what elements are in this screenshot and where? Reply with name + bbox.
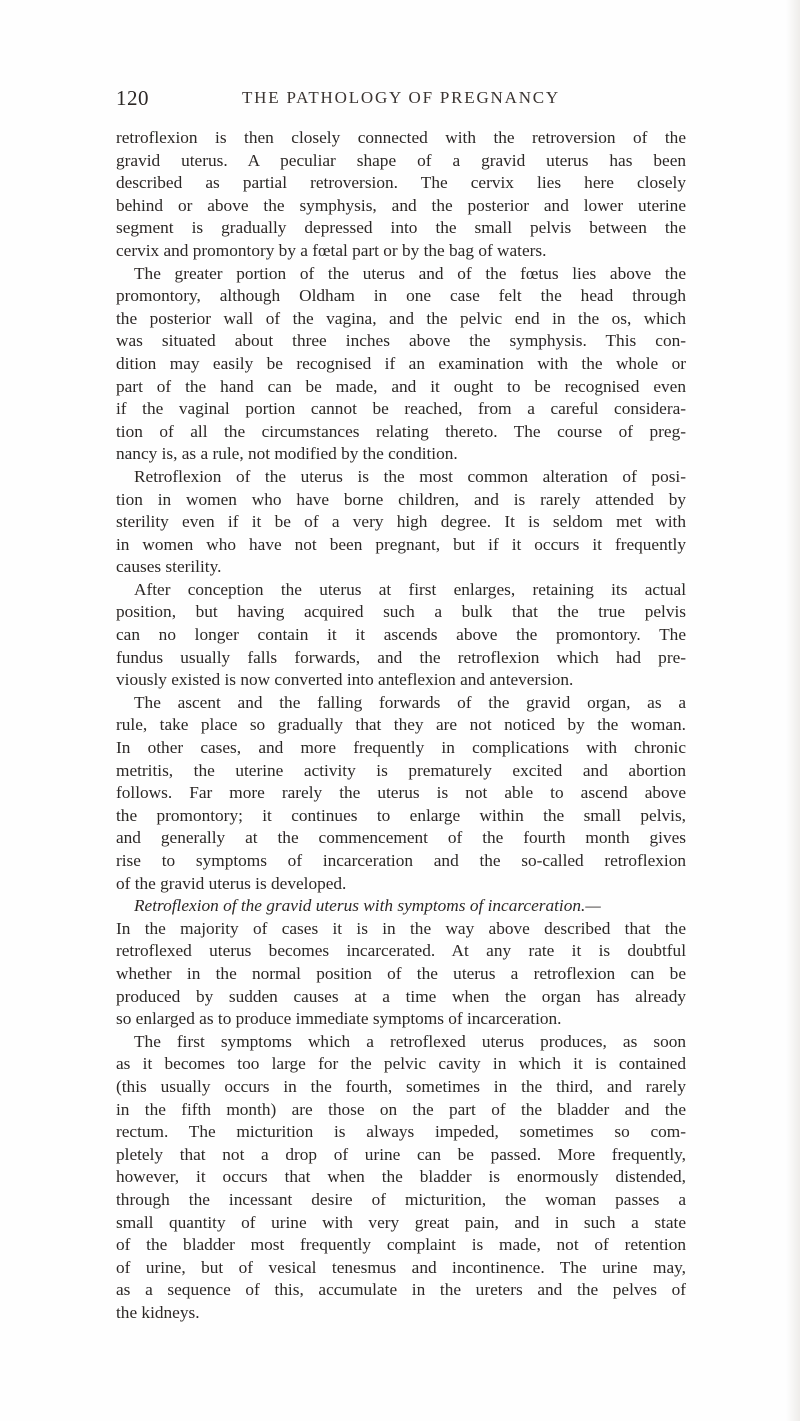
text-line: The greater portion of the uterus and of the fœtus lies above the — [134, 263, 686, 283]
text-line: The ascent and the falling forwards of the gravid organ, as a — [134, 692, 686, 712]
text-line: as a sequence of this, accumulate in the ureters and the pelves of — [116, 1280, 686, 1300]
text-line: of the gravid uterus is developed. — [116, 873, 347, 893]
text-line: retroflexed uterus becomes incarcerated. At any rate it is doubtful — [116, 941, 686, 961]
text-line: the posterior wall of the vagina, and the pelvic end in the os, which — [116, 308, 686, 328]
text-line: viously existed is now converted into anteflexion and anteversion. — [116, 670, 574, 690]
text-line: Retroflexion of the gravid uterus with symptoms of incarceration.— — [134, 896, 601, 916]
text-line: in women who have not been pregnant, but if it occurs it frequently — [116, 534, 686, 554]
text-line: small quantity of urine with very great pain, and in such a state — [116, 1212, 686, 1232]
text-line: nancy is, as a rule, not modified by the condition. — [116, 444, 458, 464]
text-line: can no longer contain it it ascends above the promontory. The — [116, 625, 686, 645]
text-line: part of the hand can be made, and it ought to be recognised even — [116, 376, 686, 396]
running-header — [116, 86, 686, 116]
text-line: segment is gradually depressed into the small pelvis between the — [116, 218, 686, 238]
text-line: rectum. The micturition is always impeded, sometimes so com- — [116, 1122, 686, 1142]
text-line: the kidneys. — [116, 1302, 200, 1322]
text-line: behind or above the symphysis, and the posterior and lower uterine — [116, 195, 686, 215]
text-line: so enlarged as to produce immediate symptoms of incarceration. — [116, 1009, 562, 1029]
page-number: 120 — [116, 86, 149, 110]
text-line: gravid uterus. A peculiar shape of a gravid uterus has been — [116, 150, 686, 170]
text-line: whether in the normal position of the uterus a retroflexion can be — [116, 963, 686, 983]
text-line: through the incessant desire of micturition, the woman passes a — [116, 1189, 686, 1209]
text-line: was situated about three inches above the symphysis. This con- — [116, 331, 686, 351]
text-line: the promontory; it continues to enlarge within the small pelvis, — [116, 805, 686, 825]
text-line: rule, take place so gradually that they are not noticed by the woman. — [116, 715, 686, 735]
text-line: promontory, although Oldham in one case felt the head through — [116, 286, 686, 306]
text-line: sterility even if it be of a very high degree. It is seldom met with — [116, 512, 686, 532]
text-line: dition may easily be recognised if an examination with the whole or — [116, 353, 686, 373]
text-line: tion in women who have borne children, and is rarely attended by — [116, 489, 686, 509]
text-line: retroflexion is then closely connected with the retroversion of the — [116, 128, 686, 147]
text-line: position, but having acquired such a bulk that the true pelvis — [116, 602, 686, 622]
text-line: of urine, but of vesical tenesmus and incontinence. The urine may, — [116, 1257, 686, 1277]
text-line: Retroflexion of the uterus is the most common alteration of posi- — [134, 466, 686, 486]
text-line: pletely that not a drop of urine can be passed. More frequently, — [116, 1144, 686, 1164]
text-line: however, it occurs that when the bladder is enormously distended, — [116, 1167, 686, 1187]
text-line: tion of all the circumstances relating thereto. The course of preg- — [116, 421, 686, 441]
text-line: (this usually occurs in the fourth, sometimes in the third, and rarely — [116, 1076, 686, 1096]
text-line: The first symptoms which a retroflexed uterus produces, as soon — [134, 1031, 686, 1051]
text-line: fundus usually falls forwards, and the retroflexion which had pre- — [116, 647, 686, 667]
text-line: of the bladder most frequently complaint is made, not of retention — [116, 1235, 686, 1255]
text-line: produced by sudden causes at a time when the organ has already — [116, 986, 686, 1006]
text-line: rise to symptoms of incarceration and the so-called retroflexion — [116, 851, 686, 870]
text-line: After conception the uterus at first enlarges, retaining its actual — [134, 579, 686, 599]
text-line: follows. Far more rarely the uterus is not able to ascend above — [116, 783, 686, 803]
running-title: THE PATHOLOGY OF PREGNANCY — [241, 88, 561, 107]
body-text — [116, 127, 686, 1324]
text-line: In the majority of cases it is in the way above described that the — [116, 918, 686, 938]
text-line: and generally at the commencement of the fourth month gives — [116, 828, 686, 848]
text-line: causes sterility. — [116, 557, 222, 577]
text-line: In other cases, and more frequently in complications with chronic — [116, 738, 686, 758]
text-line: in the fifth month) are those on the part of the bladder and the — [116, 1099, 686, 1119]
text-line: if the vaginal portion cannot be reached, from a careful considera- — [116, 399, 686, 419]
text-line: as it becomes too large for the pelvic cavity in which it is contained — [116, 1054, 686, 1074]
text-line: metritis, the uterine activity is prematurely excited and abortion — [116, 760, 686, 780]
page-edge-shadow — [786, 0, 800, 1421]
text-line: described as partial retroversion. The cervix lies here closely — [116, 173, 686, 193]
text-line: cervix and promontory by a fœtal part or by the bag of waters. — [116, 240, 547, 260]
